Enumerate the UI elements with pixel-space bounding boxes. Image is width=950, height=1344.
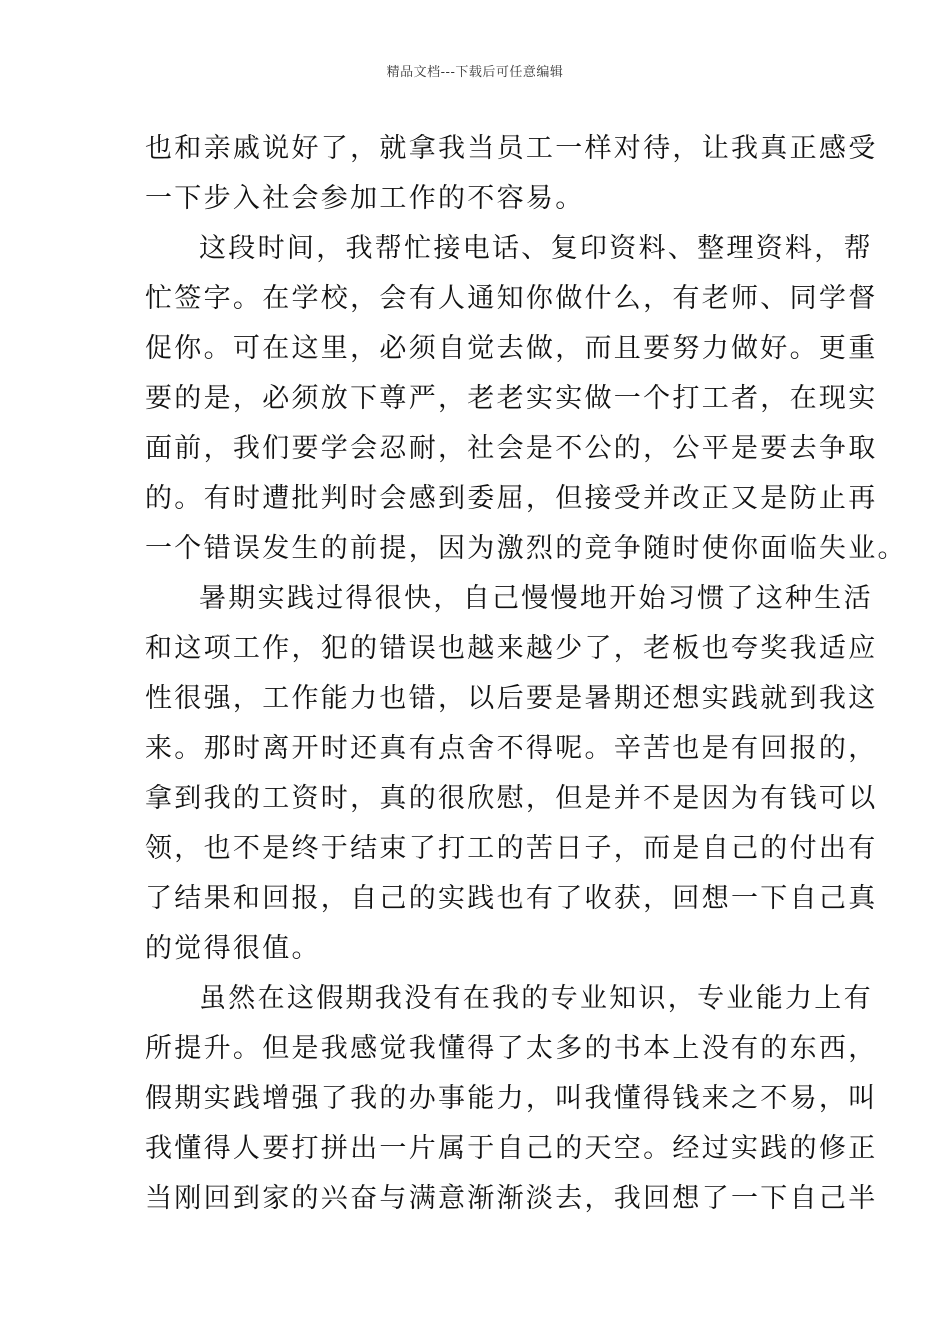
paragraph-start-line: 虽然在这假期我没有在我的专业知识，专业能力上有 [199, 983, 873, 1014]
text-line: 来。那时离开时还真有点舍不得呢。辛苦也是有回报的， [145, 733, 878, 764]
text-line: 我懂得人要打拼出一片属于自己的天空。经过实践的修正 [145, 1133, 878, 1164]
text-line: 拿到我的工资时，真的很欣慰，但是并不是因为有钱可以 [145, 783, 878, 814]
text-line: 忙签字。在学校，会有人通知你做什么，有老师、同学督 [145, 283, 878, 314]
text-line: 一个错误发生的前提，因为激烈的竞争随时使你面临失业。 [145, 533, 907, 564]
text-line: 所提升。但是我感觉我懂得了太多的书本上没有的东西， [145, 1033, 878, 1064]
text-line: 领，也不是终于结束了打工的苦日子，而是自己的付出有 [145, 833, 878, 864]
text-line: 假期实践增强了我的办事能力，叫我懂得钱来之不易，叫 [145, 1083, 878, 1114]
text-line: 了结果和回报，自己的实践也有了收获，回想一下自己真 [145, 883, 878, 914]
text-line: 的。有时遭批判时会感到委屈，但接受并改正又是防止再 [145, 483, 878, 514]
text-line: 面前，我们要学会忍耐，社会是不公的，公平是要去争取 [145, 433, 878, 464]
text-line: 和这项工作，犯的错误也越来越少了，老板也夸奖我适应 [145, 633, 878, 664]
paragraph-start-line: 这段时间，我帮忙接电话、复印资料、整理资料，帮 [199, 233, 873, 264]
text-line: 当刚回到家的兴奋与满意渐渐淡去，我回想了一下自己半 [145, 1183, 878, 1214]
text-line: 也和亲戚说好了，就拿我当员工一样对待，让我真正感受 [145, 133, 878, 164]
text-line: 促你。可在这里，必须自觉去做，而且要努力做好。更重 [145, 333, 878, 364]
text-line: 的觉得很值。 [145, 933, 321, 964]
text-line: 一下步入社会参加工作的不容易。 [145, 183, 585, 214]
document-body [145, 124, 907, 1224]
page-header: 精品文档---下载后可任意编辑 [386, 65, 564, 80]
paragraph-start-line: 暑期实践过得很快，自己慢慢地开始习惯了这种生活 [199, 583, 873, 614]
text-line: 性很强，工作能力也错，以后要是暑期还想实践就到我这 [145, 683, 878, 714]
text-line: 要的是，必须放下尊严，老老实实做一个打工者，在现实 [145, 383, 878, 414]
